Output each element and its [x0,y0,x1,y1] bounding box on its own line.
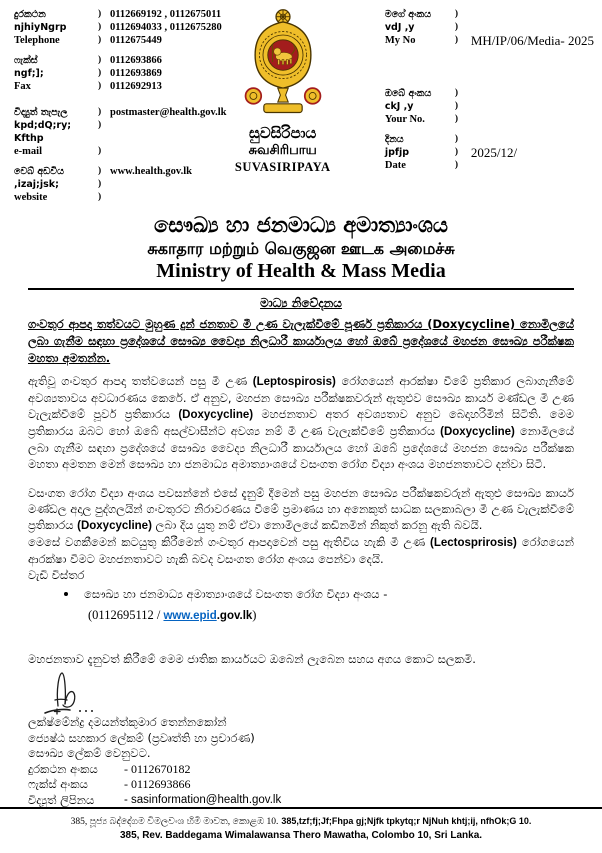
contact-row [14,191,227,204]
text-segment: මහජනතාව අතර අවශ්‍යතාව අනුව බෙදාහරිමින් සිටිති. මෙම ප්‍රතිකාරය ඔබට හෝ ඔබේ අසල්වාසීන්ට අවශ්‍ය නම් මී උණ වැලැක්වීමේ ප්‍රතිකාරය [28,407,575,438]
telephone-numbers: 0112669192 , 0112675011 [110,9,222,20]
signatory-fax-row [28,777,574,793]
paren: ) [98,107,102,117]
lead-heading: ගංවතුර ආපදා තත්වයට මුහුණ දුන් ජනතාව මී උණ වැලැක්වීමේ පූර්ණ ප්‍රතිකාරය (Doxycycline) නොමිලයේ ලබා ගැනීම සඳහා ප්‍රදේශයේ සෞඛ්‍ය වෛද්‍ය නිලධාරී කාර්යාලය හෝ ඔබේ ප්‍රදේශයේ මහජන සෞඛ්‍ය පරීක්ෂක මහතා අමතන්න. [28,317,574,365]
paren: ) [98,68,102,78]
contact-row [14,8,227,21]
paren: ) [98,192,102,202]
text-segment: (0112695112 / [88,608,164,622]
ref-row [385,8,594,21]
fax-number: 0112693866 [110,55,162,66]
epid-unit-bullet [64,586,574,602]
paren: ) [454,134,459,144]
paragraph-3 [28,534,574,567]
phone-value: - 0112670182 [124,761,191,776]
email-label-si: විද්‍යුත් තැපැල [14,107,68,118]
emblem-block [227,8,339,211]
contact-row [14,165,227,178]
email-group [14,106,227,158]
paren: ) [454,35,459,45]
date-label-si: දිනය [384,134,404,145]
letterhead [0,0,602,211]
website-group [14,165,227,204]
contact-block [14,8,227,211]
appreciation-line: මහජනතාව දැනුවත් කිරීමේ මෙම ජාතික කාර්යයට ඔබෙන් ලැබෙන සහය අගය කොට සලකමි. [28,652,476,666]
your-no-label-en: Your No. [384,114,425,125]
signatory-name: ලක්ෂ්මේන්ද්‍ර දමයන්ත්කුමාර තෙන්නකෝන් [28,715,227,729]
reference-block [339,8,594,211]
paren: ) [98,179,102,189]
paren: ) [98,55,102,65]
date-value: 2025/12/ [470,145,518,160]
email-value: - sasinformation@health.gov.lk [124,793,282,806]
email-label: විද්‍යුත් ලිපිනය [28,792,95,807]
telephone-numbers: 0112694033 , 0112675280 [110,22,222,33]
my-no-label-ta: vdJ ,y [384,22,415,33]
phone-label: දුරකථන අංකය [28,761,98,776]
address-tamil: 385,tzf;fj;Jf;Fhpa gj;Njfk tpkytq;r NjNuh khtj;ij, nfhOk;G 10. [281,816,532,826]
my-no-group [385,8,594,47]
bold-term: .gov.lk [216,610,253,622]
ministry-header [0,213,602,283]
emblem-caption-english: SUVASIRIPAYA [234,160,331,174]
telephone-label-en: Telephone [14,35,60,46]
paren: ) [454,147,459,157]
paren: ) [98,120,102,130]
email-address: postmaster@health.gov.lk [110,107,227,118]
paren: ) [454,114,459,124]
bullet-icon [64,592,68,596]
signatory-designation: ජ්‍යෙෂ්ඨ සහකාර ලේකම් (ප්‍රවෘත්ති හා ප්‍රචාරණ) [28,730,255,745]
your-no-label-si: ඔබේ අංකය [384,88,432,99]
telephone-label-si: දුරකථන [14,9,46,20]
paren: ) [454,160,459,170]
paren: ) [98,81,102,91]
fax-number: 0112693869 [110,68,162,79]
epid-unit-text: සෞඛ්‍ය හා ජනමාධ්‍ය අමාත්‍යාංශයේ වසංගත රෝග විද්‍යා අංශය - [84,587,388,601]
header-divider [28,288,574,290]
ref-row [385,113,594,126]
signatory-for: සෞඛ්‍ය ලේකම් වෙනුවට. [28,746,151,760]
contact-row [14,119,227,145]
ref-row [385,34,594,47]
your-no-label-ta: ckJ ,y [384,101,414,112]
website-label-si: වෙබ් අඩවිය [14,166,64,177]
epid-contact-line [88,607,574,625]
text-segment: වසංගත රෝග විද්‍යා අංශය පවසන්නේ එසේ දැනුම් දීමෙන් පසු මහජන සෞඛ්‍ය පරීක්ෂකවරුන් ඇතුළු සෞඛ්‍ය කාර්ය මණ්ඩල අදාල පුද්ගලයින් ගංවතුරට නිරාවරණය වීමේ ප්‍රමාණය හා අනෙකුත් සාධක සලකාබලා මී උණ වැලැක්වීමේ ප්‍රතිකාරය [28,486,574,532]
website-url: www.health.gov.lk [110,166,192,177]
fax-group [14,54,227,93]
address-sinhala: 385, පූජ්‍ය බද්දේගම විමලවංශ හිමි මාවත, කොළඹ 10. [70,817,279,827]
bold-term: (Doxycycline) [77,520,152,532]
fax-value: - 0112693866 [124,777,191,791]
contact-row [14,67,227,80]
paren: ) [98,22,102,32]
bold-term: (Lectosprirosis) [429,537,517,549]
fax-label: ෆැක්ස් අංකය [28,777,88,791]
paren: ) [454,9,459,19]
signatory-email-row [28,793,574,808]
epid-website-link[interactable]: www.epid [163,610,217,622]
fax-label-ta: ngf;]; [14,68,44,79]
my-no-label-en: My No [384,35,416,46]
contact-row [14,34,227,47]
signature-icon [38,669,134,715]
contact-row [14,21,227,34]
sri-lanka-emblem-icon [239,8,327,116]
contact-row [14,80,227,93]
contact-row [14,54,227,67]
paren: ) [454,22,459,32]
my-no-value: MH/IP/06/Media- 2025 [470,33,594,48]
fax-number: 0112692913 [110,81,162,92]
email-label-en: e-mail [14,146,42,157]
website-label-en: website [14,192,48,203]
paren: ) [98,146,102,156]
paragraph-1 [28,373,574,472]
ministry-title-sinhala: සෞඛ්‍ය හා ජනමාධ්‍ය අමාත්‍යාංශය [154,213,448,237]
paren: ) [98,166,102,176]
press-release-body [28,296,574,807]
email-label-ta: kpd;dQ;ry; Kfthp [14,120,72,144]
emblem-caption-sinhala: සුවසිරිපාය [249,124,317,142]
address-footer [0,807,602,843]
fax-label-en: Fax [14,81,31,92]
ref-row [385,87,594,100]
contact-row [14,145,227,158]
ministry-title-english: Ministry of Health & Mass Media [156,260,446,282]
ministry-title-tamil: சுகாதார மற்றும் வெகுஜன ஊடக அமைச்சு [147,239,455,258]
ref-row [385,159,594,172]
date-group [385,133,594,172]
contact-row [14,106,227,119]
text-segment: රෝගයෙන් ආරක්ෂා වීමට මහජනතාවට හැකි බවද වසංගත රෝග අංශය පෙන්වා දෙයි. [28,535,574,566]
footer-line-1 [0,815,602,829]
signatory-phone-row [28,762,574,778]
bold-term: (Doxycycline) [178,409,254,421]
paren: ) [454,88,459,98]
website-label-ta: ,izaj;jsk; [14,179,59,190]
contact-row [14,178,227,191]
bold-term: (Leptospirosis) [252,376,336,388]
ref-row [385,146,594,159]
date-label-ta: jpfjp [384,147,410,158]
my-no-label-si: මගේ අංකය [384,9,432,20]
telephone-numbers: 0112675449 [110,35,162,46]
date-label-en: Date [384,160,406,171]
paragraph-2 [28,485,574,534]
text-segment: ඇතිවූ ගංවතුර ආපදා තත්වයෙන් පසු මී උණ [28,374,253,388]
paren: ) [98,9,102,19]
telephone-label-ta: njhiyNgrp [14,22,67,33]
paren: ) [454,101,459,111]
address-english: 385, Rev. Baddegama Wimalawansa Thero Mawatha, Colombo 10, Sri Lanka. [119,830,483,841]
text-segment: රෝගයෙන් ආරක්ෂා වීමේ ප්‍රතිකාර ලබාගැනීමේ අවශ්‍යතාවය අවධාරණය කෙරේ. ඒ අනුව, මහජන සෞඛ්‍ය පරීක්ෂකවරුන් ඇතුළුව සෞඛ්‍ය කාර්ය මණ්ඩල මී උණ වැලැක්වීමේ පූර්ව ප්‍රතිකාරය [28,374,574,421]
telephone-group [14,8,227,47]
text-segment: නොමිලයේ ලබා ගැනීම සඳහා ප්‍රදේශයේ සෞඛ්‍ය වෛද්‍ය නිලධාරී කාර්යාලය හෝ ඔබේ ප්‍රදේශයේ මහජන සෞඛ්‍ය පරීක්ෂක මහතා අමතන මෙන් සෞඛ්‍ය හා ජනමාධ්‍ය අමාත්‍යාංශයේ වසංගත රෝග විද්‍යා අංශය මහජනතාවට දන්වා සිටී. [28,424,574,471]
text-segment: ලබා දිය යුතු නම් ඒවා නොමිලයේ කඩිනමින් නිකුත් කරනු ඇති බවයි. [151,518,483,532]
signatory-block [28,715,574,807]
bold-term: (Doxycycline) [440,426,515,438]
text-segment: මෙසේ වගකීමෙන් කටයුතු කිරීමෙන් ගංවතුර ආපදාවෙන් පසු ඇතිවිය හැකි මී උණ [28,535,430,549]
ref-row [385,100,594,113]
emblem-caption-tamil: சுவசிரிபாய [248,143,317,158]
more-info-label: වැඩි විස්තර [28,568,85,582]
text-segment: ) [252,608,257,622]
your-no-group [385,87,594,126]
fax-label-si: ෆැක්ස් [14,55,38,66]
doc-title: මාධ්‍ය නිවේදනය [260,296,342,310]
paren: ) [98,35,102,45]
